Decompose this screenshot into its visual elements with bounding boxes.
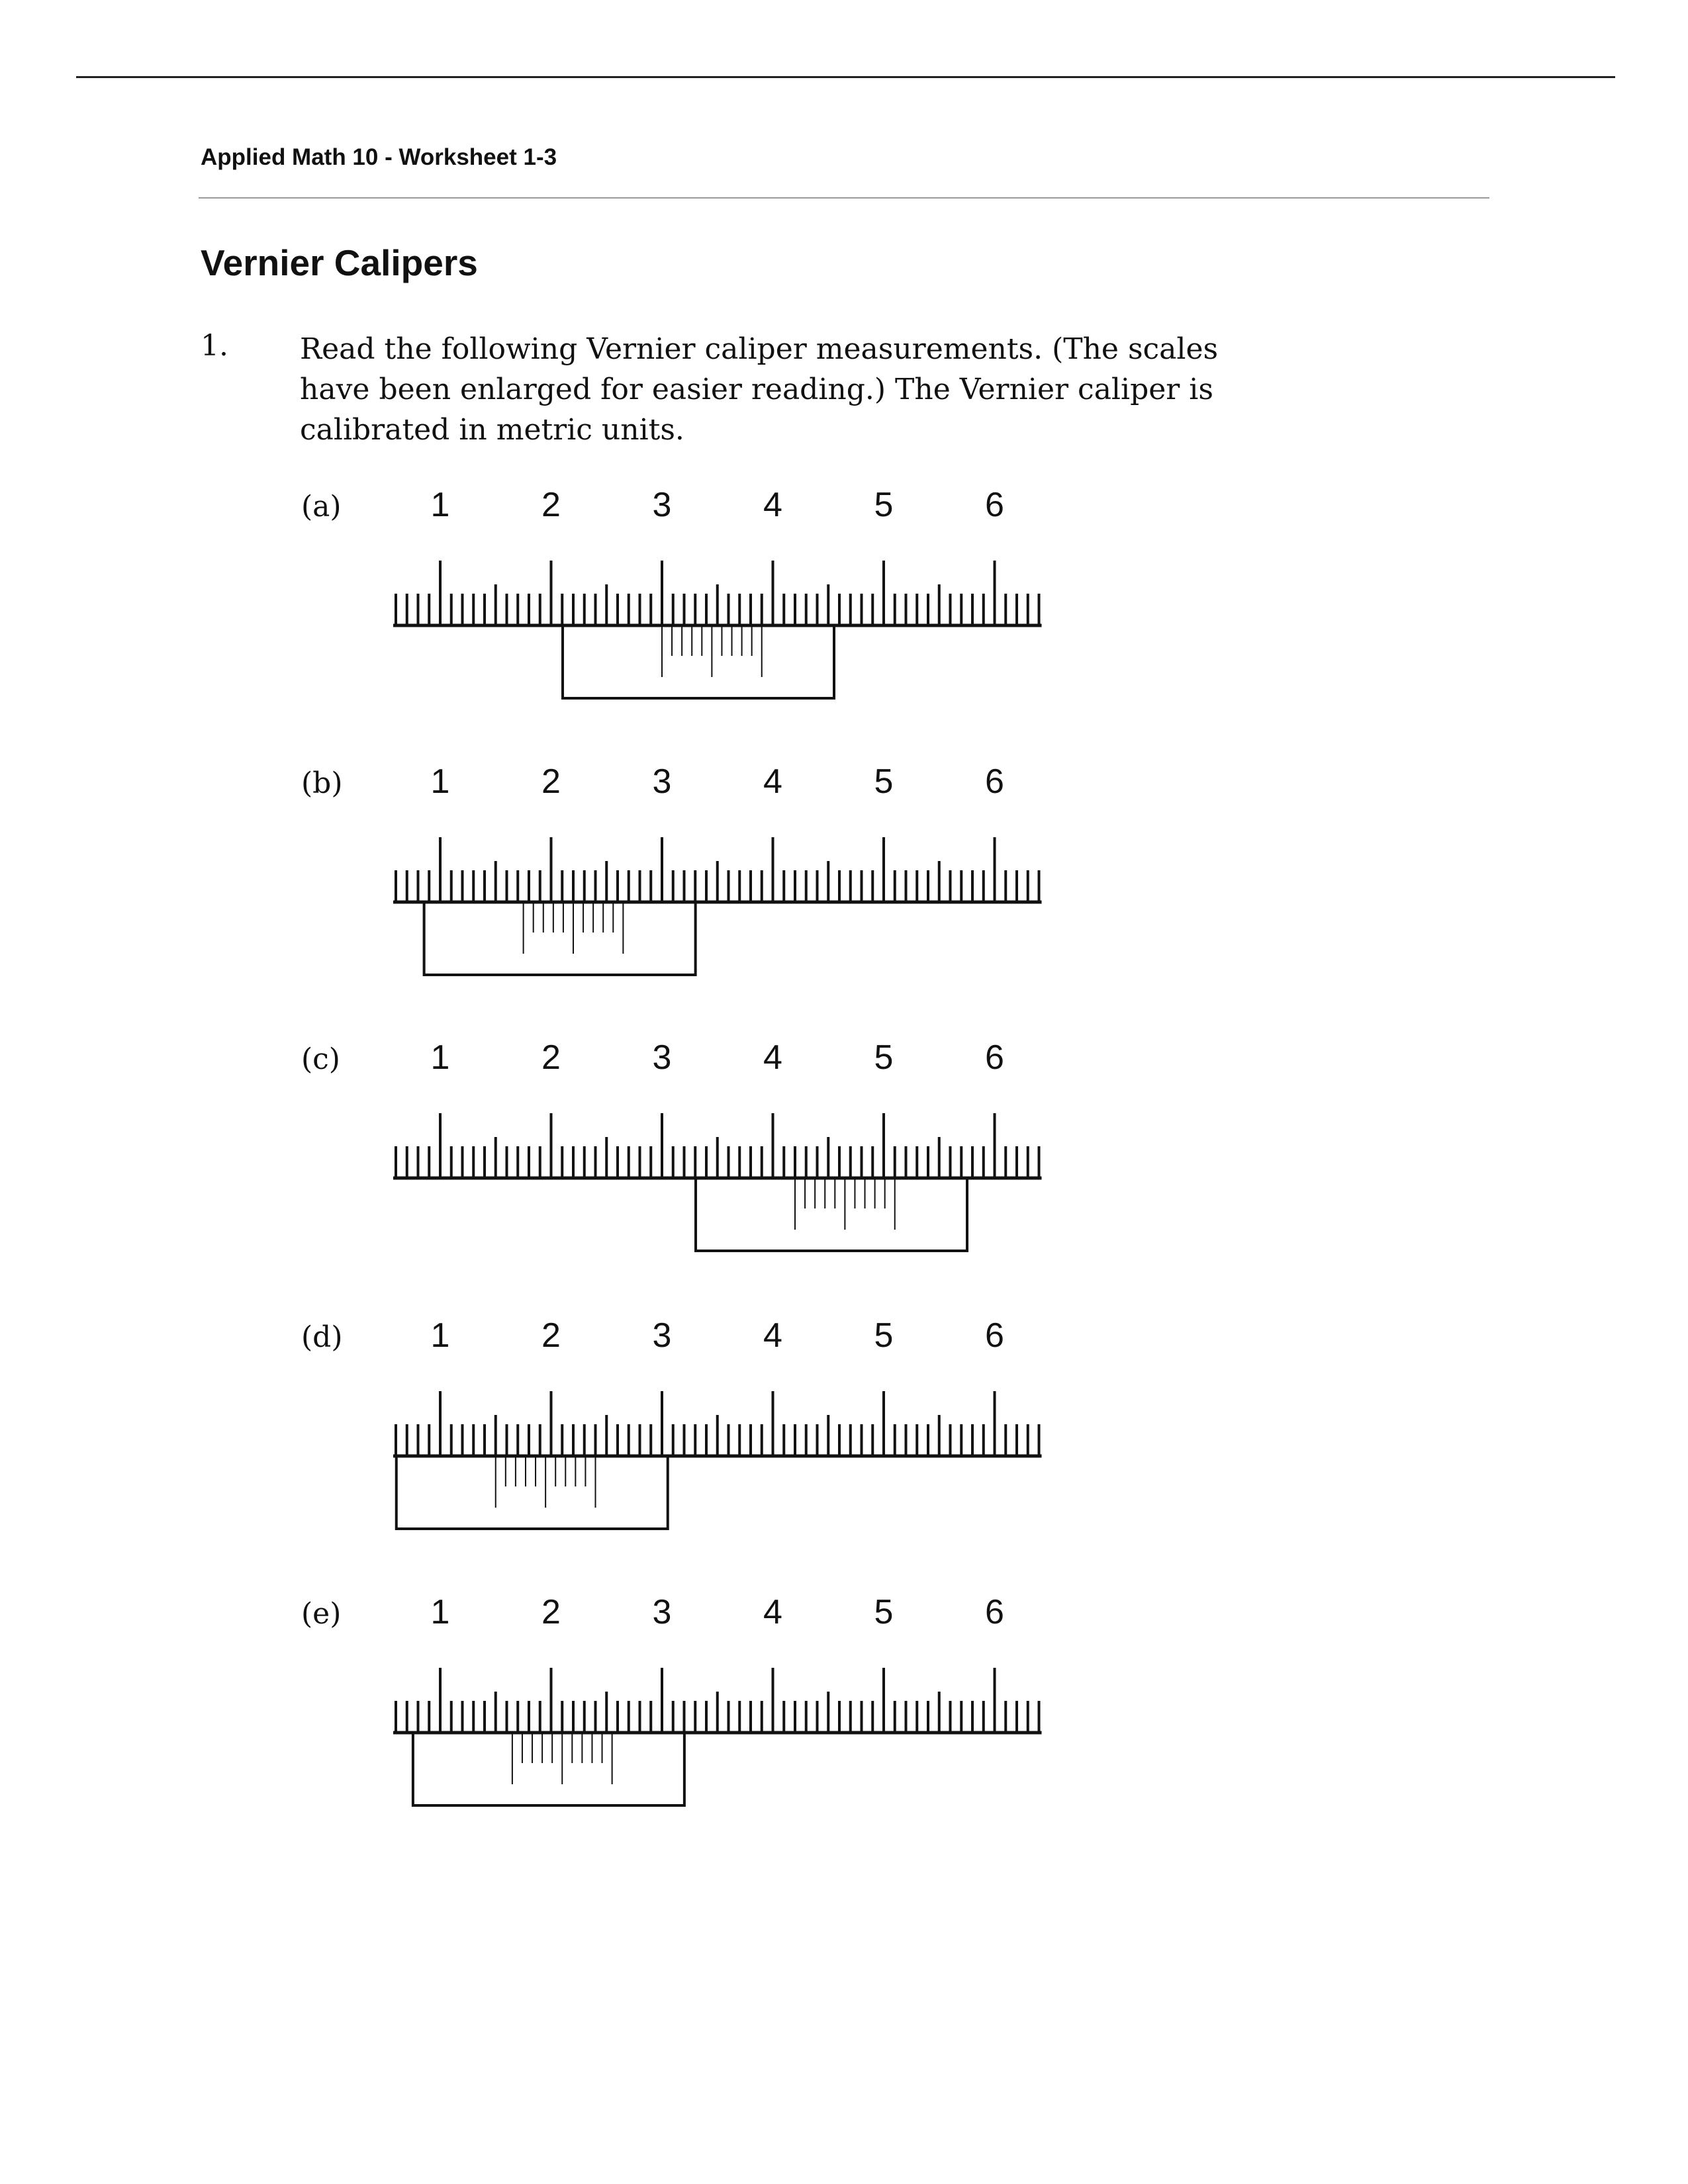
main-scale-label: 4 (763, 1593, 782, 1631)
main-scale-label: 3 (652, 1316, 672, 1355)
caliper-b (371, 763, 1066, 1015)
vernier-slider (413, 1733, 684, 1805)
caliper-e (371, 1594, 1066, 1845)
main-scale-label: 6 (985, 1316, 1004, 1355)
item-label-a: (a) (301, 490, 342, 523)
caliper-a (371, 486, 1066, 738)
main-scale-label: 4 (763, 1038, 782, 1077)
main-scale-label: 6 (985, 1038, 1004, 1077)
main-scale-label: 5 (874, 1593, 894, 1631)
main-scale-label: 5 (874, 762, 894, 801)
caliper-d (371, 1317, 1066, 1569)
header-rule (199, 197, 1489, 199)
main-scale-label: 4 (763, 486, 782, 524)
item-label-b: (b) (301, 766, 343, 800)
main-scale-label: 2 (541, 1038, 561, 1077)
item-label-d: (d) (301, 1320, 343, 1354)
caliper-c (371, 1039, 1066, 1291)
question-text: Read the following Vernier caliper measurements. (The scales have been enlarged for easier reading.) The Vernier caliper is calibrated in metric units. (300, 332, 1219, 447)
main-scale-label: 3 (652, 762, 672, 801)
main-scale-label: 6 (985, 1593, 1004, 1631)
main-scale-label: 5 (874, 1316, 894, 1355)
top-rule (76, 76, 1615, 78)
main-scale-label: 3 (652, 1038, 672, 1077)
worksheet-header: Applied Math 10 - Worksheet 1-3 (201, 144, 557, 170)
main-scale-label: 2 (541, 1593, 561, 1631)
vernier-slider (397, 1456, 668, 1529)
vernier-slider (563, 625, 834, 698)
main-scale-label: 1 (430, 1593, 450, 1631)
page-title: Vernier Calipers (201, 242, 478, 283)
main-scale-label: 5 (874, 486, 894, 524)
main-scale-label: 2 (541, 486, 561, 524)
main-scale-label: 5 (874, 1038, 894, 1077)
main-scale-label: 2 (541, 1316, 561, 1355)
main-scale-label: 2 (541, 762, 561, 801)
main-scale-label: 3 (652, 1593, 672, 1631)
main-scale-label: 1 (430, 486, 450, 524)
main-scale-label: 6 (985, 762, 1004, 801)
main-scale-label: 1 (430, 1316, 450, 1355)
vernier-slider (696, 1178, 967, 1251)
item-label-c: (c) (301, 1042, 340, 1076)
question-number: 1. (201, 329, 228, 363)
main-scale-label: 4 (763, 762, 782, 801)
main-scale-label: 1 (430, 1038, 450, 1077)
main-scale-label: 6 (985, 486, 1004, 524)
vernier-slider (424, 902, 696, 975)
main-scale-label: 4 (763, 1316, 782, 1355)
main-scale-label: 1 (430, 762, 450, 801)
main-scale-label: 3 (652, 486, 672, 524)
item-label-e: (e) (301, 1597, 342, 1631)
